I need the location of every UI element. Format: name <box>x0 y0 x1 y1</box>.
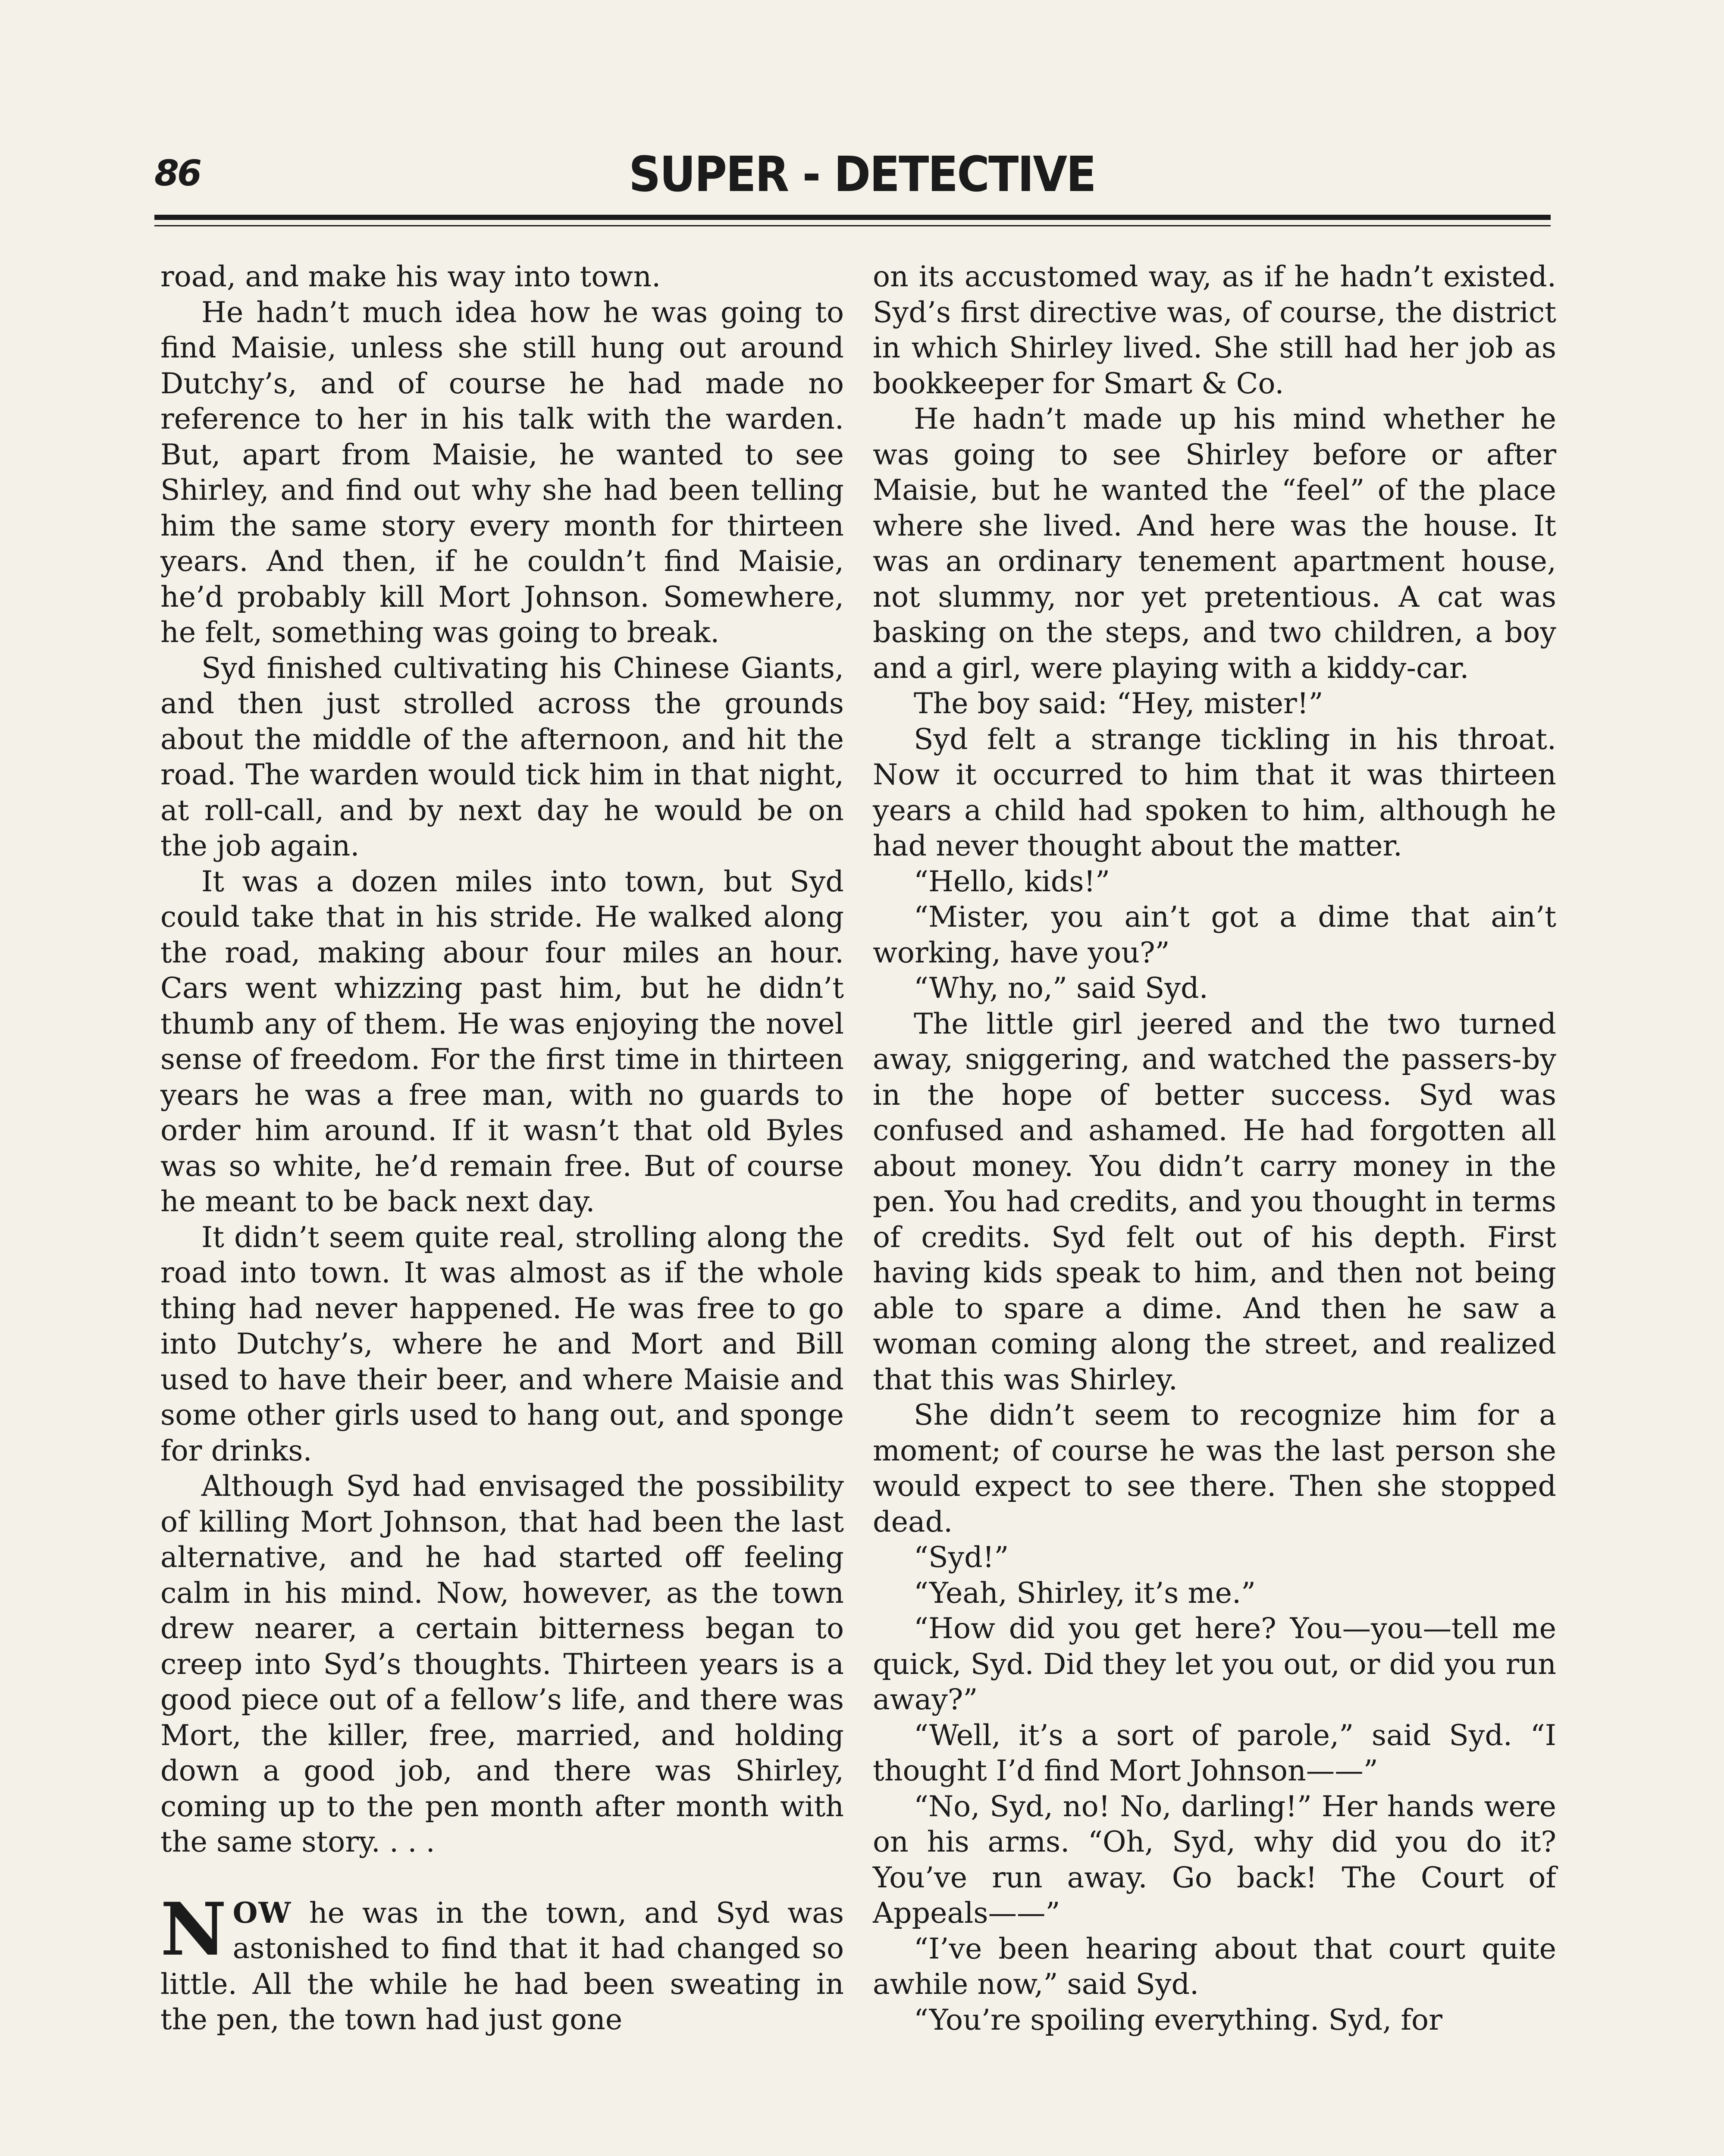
paragraph: It didn’t seem quite real, strolling along the road into town. It was almost as if the whole thing had never happened. He was free to go into Dutchy’s, where he and Mort and Bill used to have their beer, and where Maisie and some other girls used to hang out, and sponge for drinks. <box>160 1220 844 1467</box>
paragraph: “Syd!” <box>914 1540 1009 1574</box>
paragraph: “Mister, you ain’t got a dime that ain’t working, have you?” <box>873 900 1556 969</box>
paragraph: Syd felt a strange tickling in his throat. Now it occurred to him that it was thirteen years a child had spoken to him, although he had never thought about the matter. <box>873 722 1556 862</box>
paragraph: The boy said: “Hey, mister!” <box>914 686 1323 720</box>
paragraph: “No, Syd, no! No, darling!” Her hands were on his arms. “Oh, Syd, why did you do it? You’ve run away. Go back! The Court of Appeals——” <box>873 1789 1556 1930</box>
paragraph: “I’ve been hearing about that court quite awhile now,” said Syd. <box>873 1931 1556 2001</box>
paragraph: “You’re spoiling everything. Syd, for <box>914 2002 1442 2037</box>
paragraph: Syd finished cultivating his Chinese Giants, and then just strolled across the grounds about the middle of the afternoon, and hit the road. The warden would tick him in that night, at roll-call, and by next day he would be on the job again. <box>160 651 844 862</box>
left-column <box>160 259 844 2037</box>
paragraph: The little girl jeered and the two turned away, sniggering, and watched the passers-by in the hope of better success. Syd was confused and ashamed. He had forgotten all about money. You didn’t carry money in the pen. You had credits, and you thought in terms of credits. Syd felt out of his depth. First having kids speak to him, and then not being able to spare a dime. And then he saw a woman coming along the street, and realized that this was Shirley. <box>873 1006 1556 1396</box>
section-opening-text: he was in the town, and Syd was astonished to find that it had changed so little. All the while he had been sweating in the pen, the town had just gone <box>160 1896 844 2036</box>
paragraph: It was a dozen miles into town, but Syd could take that in his stride. He walked along the road, making abour four miles an hour. Cars went whizzing past him, but he didn’t thumb any of them. He was enjoying the novel sense of freedom. For the first time in thirteen years he was a free man, with no guards to order him around. If it wasn’t that old Byles was so white, he’d remain free. But of course he meant to be back next day. <box>160 864 844 1218</box>
header-rule <box>154 215 1551 220</box>
paragraph: “How did you get here? You—you—tell me quick, Syd. Did they let you out, or did you run away?” <box>873 1611 1556 1716</box>
paragraph: Although Syd had envisaged the possibility of killing Mort Johnson, that had been the last alternative, and he had started off feeling calm in his mind. Now, however, as the town drew nearer, a certain bitterness began to creep into Syd’s thoughts. Thirteen years is a good piece out of a fellow’s life, and there was Mort, the killer, free, married, and holding down a good job, and there was Shirley, coming up to the pen month after month with the same story. . . . <box>160 1469 844 1858</box>
paragraph: “Yeah, Shirley, it’s me.” <box>914 1576 1256 1610</box>
paragraph: “Hello, kids!” <box>914 864 1110 898</box>
small-caps-lead: OW <box>232 1896 292 1930</box>
right-column <box>873 259 1556 2037</box>
paragraph: “Why, no,” said Syd. <box>914 971 1208 1005</box>
paragraph: He hadn’t much idea how he was going to find Maisie, unless she still hung out around Dutchy’s, and of course he had made no reference to her in his talk with the warden. But, apart from Maisie, he wanted to see Shirley, and find out why she had been telling him the same story every month for thirteen years. And then, if he couldn’t find Maisie, he’d probably kill Mort Johnson. Somewhere, he felt, something was going to break. <box>160 295 844 649</box>
paragraph: road, and make his way into town. <box>160 260 661 293</box>
drop-cap: N <box>160 1886 227 1972</box>
paragraph: “Well, it’s a sort of parole,” said Syd. “I thought I’d find Mort Johnson——” <box>873 1718 1556 1787</box>
header-rule-thin <box>154 225 1551 226</box>
running-head: SUPER - DETECTIVE <box>629 147 1095 203</box>
paragraph: on its accustomed way, as if he hadn’t existed. Syd’s first directive was, of course, the district in which Shirley lived. She still had her job as bookkeeper for Smart & Co. <box>873 260 1556 400</box>
paragraph: He hadn’t made up his mind whether he was going to see Shirley before or after Maisie, but he wanted the “feel” of the place where she lived. And here was the house. It was an ordinary tenement apartment house, not slummy, nor yet pretentious. A cat was basking on the steps, and two children, a boy and a girl, were playing with a kiddy-car. <box>873 402 1556 685</box>
paragraph: She didn’t seem to recognize him for a moment; of course he was the last person she would expect to see there. Then she stopped dead. <box>873 1398 1556 1539</box>
section-opening-paragraph <box>160 1886 844 2037</box>
page-number: 86 <box>154 153 201 194</box>
